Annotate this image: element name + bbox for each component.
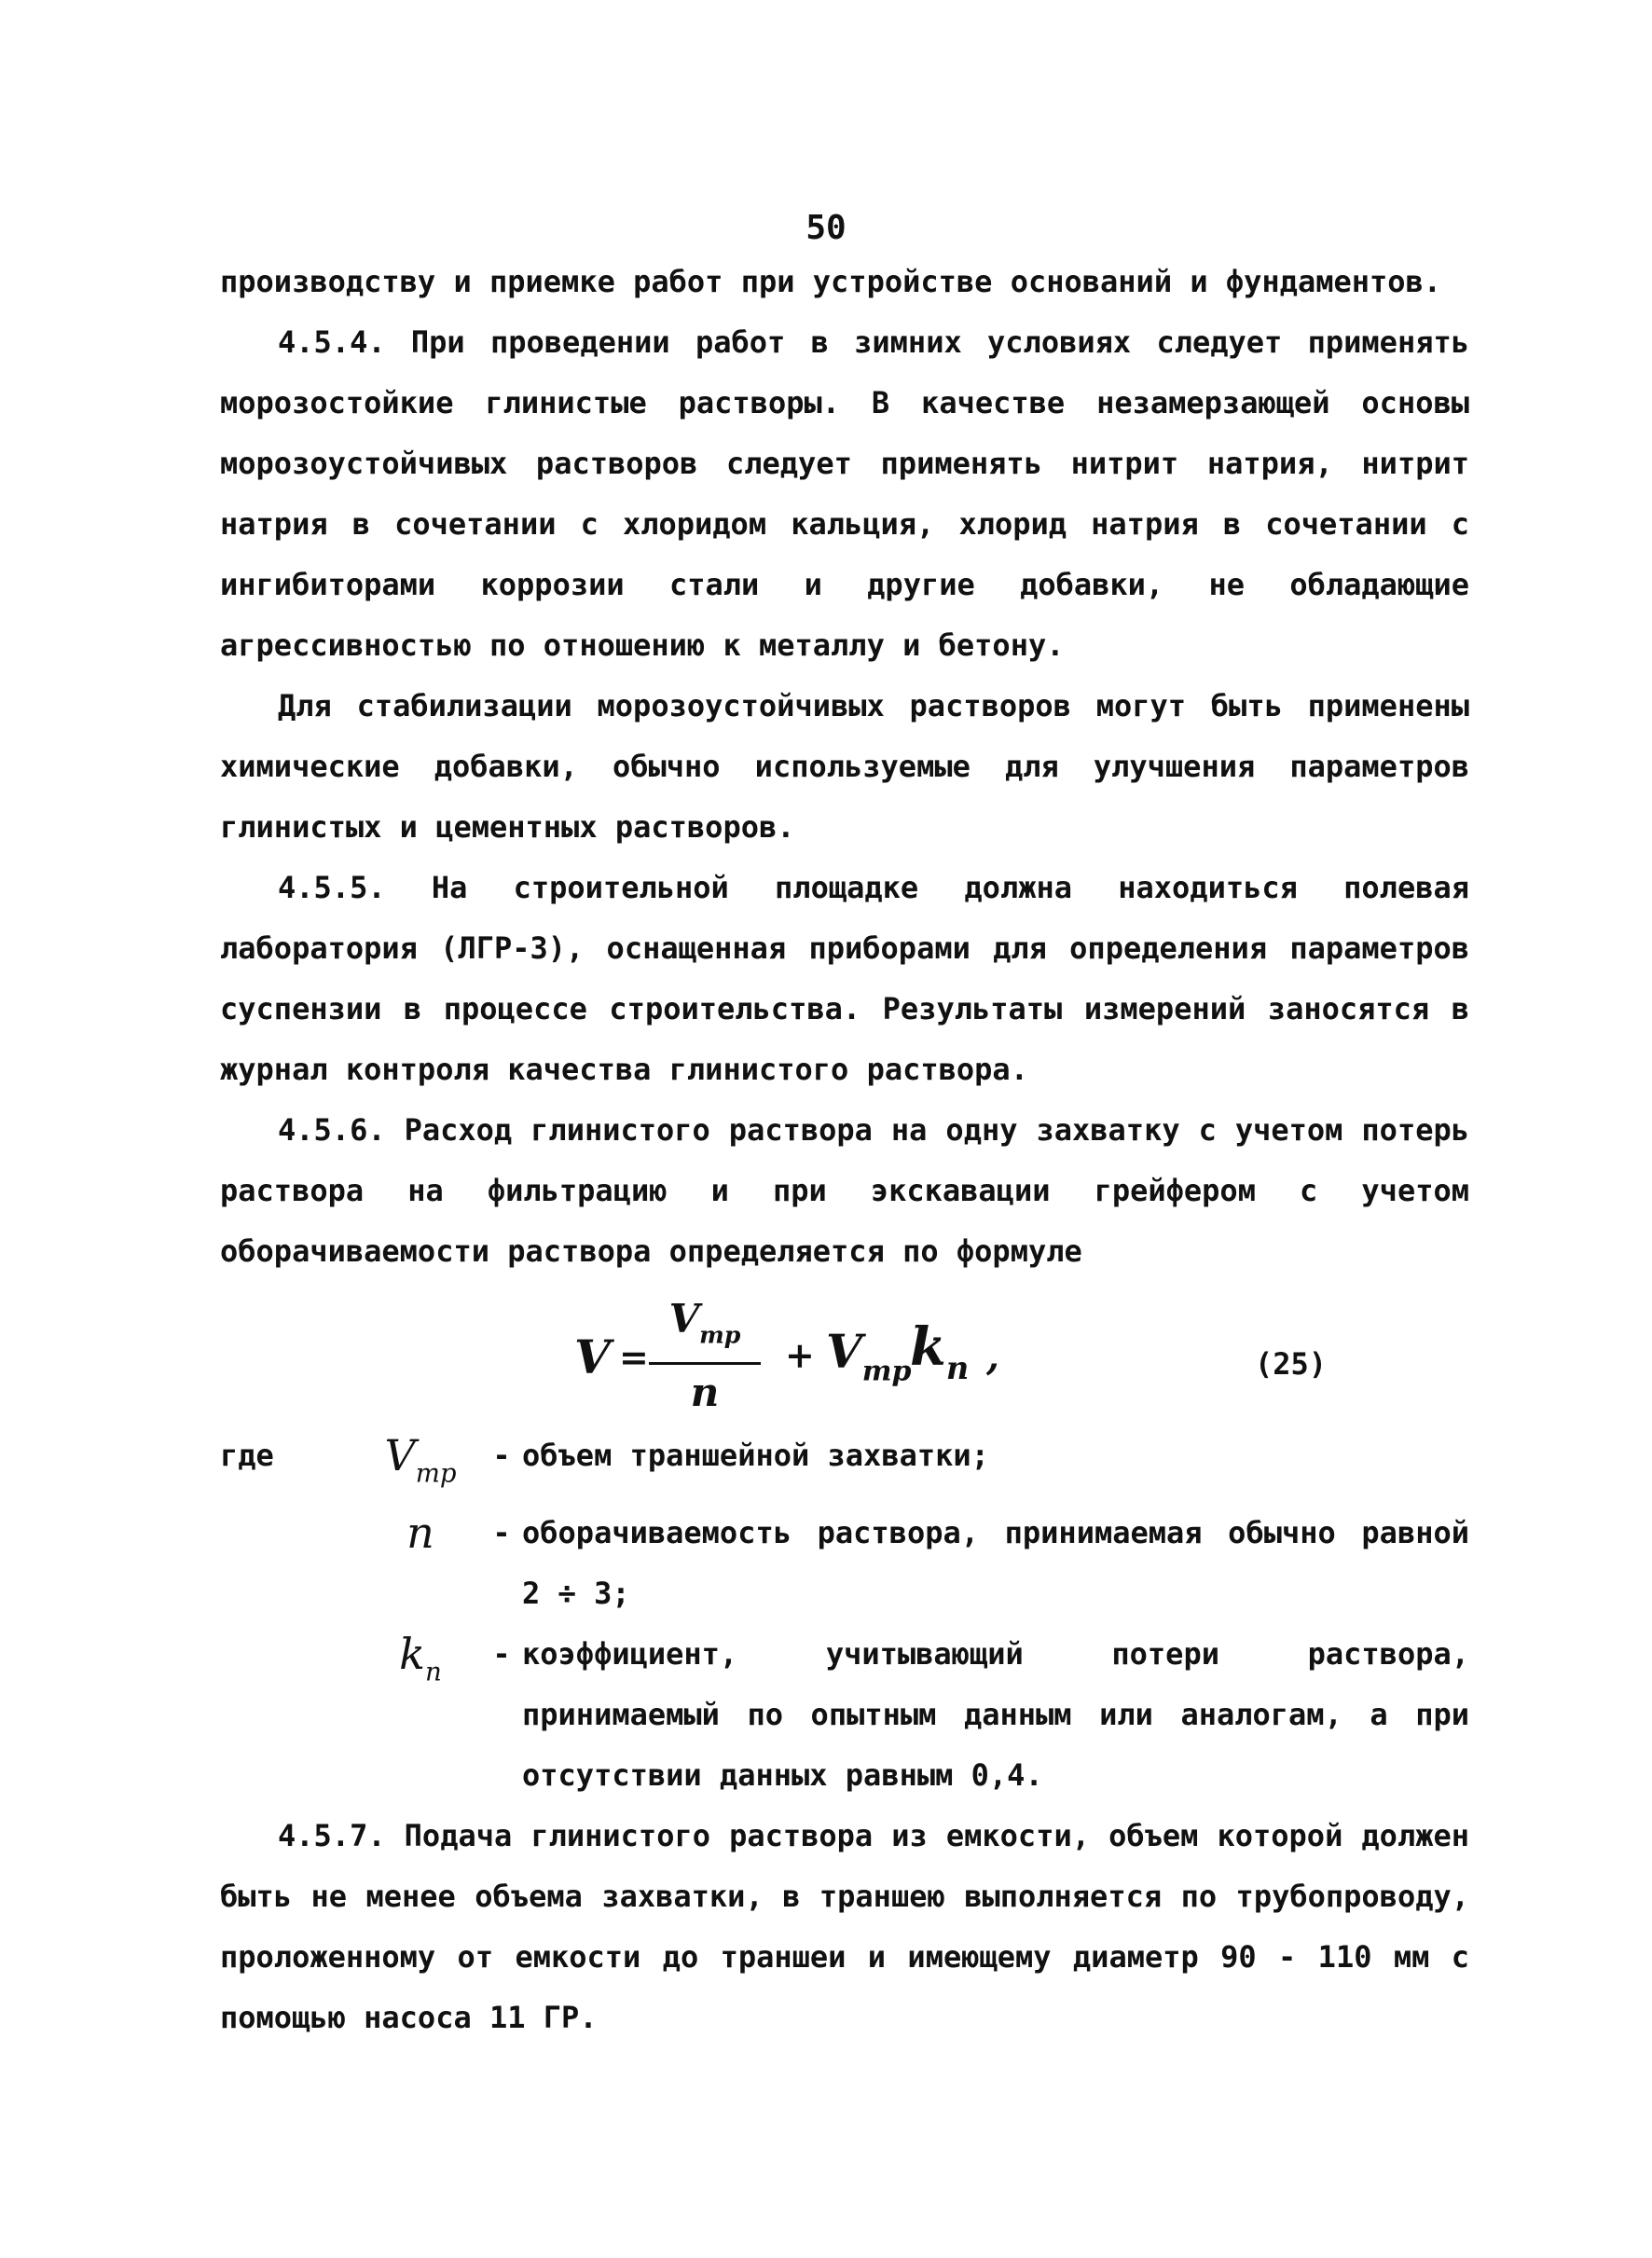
formula-denominator: n: [690, 1370, 720, 1416]
definition-symbol: $V_{тр}$: [384, 1430, 457, 1489]
formula-lhs: V: [574, 1329, 611, 1384]
formula-number: (25): [1255, 1346, 1328, 1382]
fraction-bar: [649, 1362, 761, 1365]
formula-plus: +: [785, 1334, 815, 1376]
paragraph-continuation: производству и приемке работ при устройстве оснований и фундаментов.: [220, 264, 1442, 299]
where-label: где: [220, 1438, 274, 1473]
definition-dash: -: [492, 1438, 511, 1473]
page-number: 50: [805, 209, 847, 247]
formula-25: [220, 1289, 1469, 1420]
formula-term-coefficient: $k_п$: [910, 1316, 970, 1387]
paragraph-4-5-6: 4.5.6. Расход глинистого раствора на одну захватку с учетом потерь раствора на фильтрацию и при экскавации грейфером с учетом оборачиваемости раствора определяется по формуле: [220, 1112, 1469, 1269]
body-text: [220, 252, 1469, 2048]
definition-symbol: $k_п$: [399, 1629, 442, 1687]
definition-text: объем траншейной захватки;: [522, 1438, 989, 1473]
definition-dash: -: [492, 1515, 511, 1551]
formula-term-volume: $V_{тр}$: [826, 1324, 912, 1388]
formula-equals: =: [619, 1336, 649, 1378]
definition-text: коэффициент, учитывающий потери раствора, принимаемый по опытным данным или аналогам, а при отсутствии данных равным 0,4.: [522, 1636, 1469, 1794]
paragraph-4-5-4: 4.5.4. При проведении работ в зимних условиях следует применять морозостойкие глинистые растворы. В качестве незамерзающей основы морозоустойчивых растворов следует применять нитрит натрия, нитрит натрия в сочетании с хлоридом кальция, хлорид натрия в сочетании с ингибиторами коррозии стали и другие добавки, не обладающие агрессивностью по отношению к металлу и бетону.: [220, 324, 1469, 663]
formula-numerator: $V_{тр}$: [668, 1296, 741, 1349]
definitions-block: [220, 1425, 1469, 1806]
definition-symbol: n: [406, 1508, 434, 1559]
definition-row: [220, 1624, 1469, 1806]
formula-comma: ,: [986, 1335, 999, 1379]
definition-row: [220, 1425, 1469, 1503]
definition-row: [220, 1503, 1469, 1624]
paragraph-stabilization: Для стабилизации морозоустойчивых растворов могут быть применены химические добавки, обычно используемые для улучшения параметров глинистых и цементных растворов.: [220, 688, 1469, 845]
formula-fraction: [649, 1295, 761, 1417]
definition-dash: -: [492, 1636, 511, 1673]
definition-text: оборачиваемость раствора, принимаемая обычно равной 2 ÷ 3;: [522, 1515, 1469, 1612]
paragraph-4-5-7: 4.5.7. Подача глинистого раствора из емкости, объем которой должен быть не менее объема захватки, в траншею выполняется по трубопроводу, проложенному от емкости до траншеи и имеющему диаметр 90 - 110 мм с помощью насоса 11 ГР.: [220, 1818, 1469, 2036]
paragraph-4-5-5: 4.5.5. На строительной площадке должна находиться полевая лаборатория (ЛГР-3), оснащенная приборами для определения параметров суспензии в процессе строительства. Результаты измерений заносятся в журнал контроля качества глинистого раствора.: [220, 870, 1469, 1087]
